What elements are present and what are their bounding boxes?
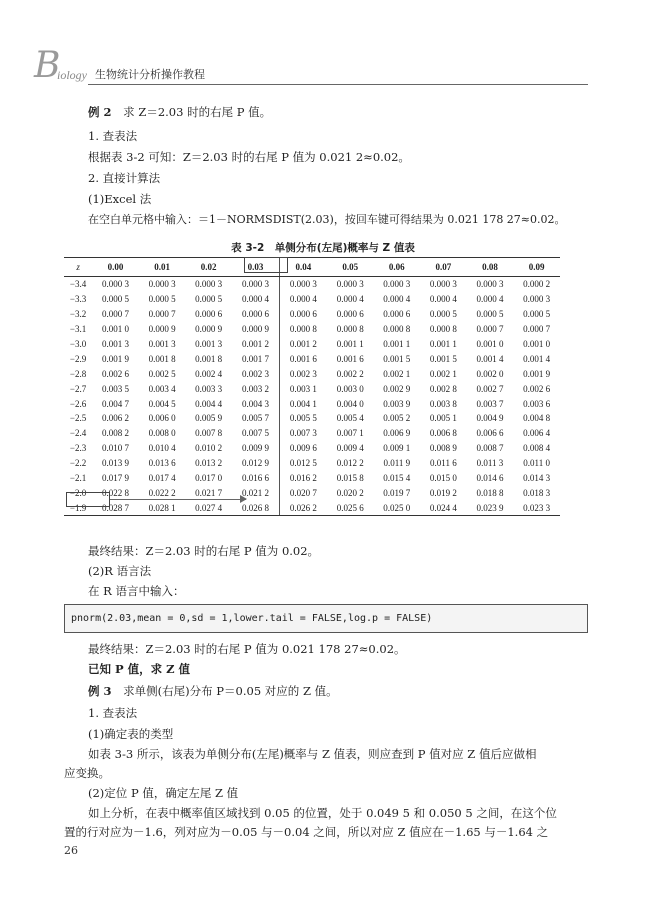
result-2: 最终结果：Z＝2.03 时的右尾 P 值为 0.021 178 27≈0.02。 bbox=[88, 642, 406, 656]
probability-cell: 0.020 7 bbox=[289, 487, 317, 498]
probability-cell: 0.008 4 bbox=[523, 443, 551, 454]
probability-cell: 0.018 3 bbox=[523, 487, 551, 498]
probability-cell: 0.001 8 bbox=[195, 353, 223, 364]
probability-cell: 0.025 0 bbox=[373, 500, 420, 515]
step1-text-b: 应变换。 bbox=[64, 766, 110, 780]
probability-cell: 0.000 4 bbox=[476, 294, 504, 305]
probability-cell: 0.000 8 bbox=[336, 324, 364, 335]
excel-method-title: (1)Excel 法 bbox=[88, 192, 152, 206]
probability-cell: 0.015 0 bbox=[429, 473, 457, 484]
header-col: 0.07 bbox=[420, 258, 467, 277]
step2-text-a: 如上分析，在表中概率值区域找到 0.05 的位置，处于 0.049 5 和 0.050 5 之间，在这个位 bbox=[88, 806, 557, 820]
probability-cell: 0.023 9 bbox=[467, 500, 514, 515]
probability-cell: 0.022 8 bbox=[101, 487, 129, 498]
example2-title: 例 2 bbox=[88, 105, 112, 119]
probability-cell: 0.008 2 bbox=[101, 428, 129, 439]
probability-cell: 0.011 3 bbox=[476, 458, 504, 469]
probability-cell: 0.005 7 bbox=[232, 411, 279, 426]
example2-question: 求 Z＝2.03 时的右尾 P 值。 bbox=[123, 105, 272, 119]
probability-cell: 0.002 7 bbox=[476, 383, 504, 394]
z-value-cell: −3.2 bbox=[69, 309, 87, 320]
z-value-cell: −2.5 bbox=[69, 413, 87, 424]
probability-cell: 0.027 4 bbox=[185, 500, 232, 515]
header-divider bbox=[88, 84, 588, 85]
probability-cell: 0.001 4 bbox=[476, 353, 504, 364]
example2-method1-text: 根据表 3-2 可知：Z＝2.03 时的右尾 P 值为 0.021 2≈0.02。 bbox=[88, 150, 410, 164]
probability-cell: 0.006 4 bbox=[523, 428, 551, 439]
probability-cell: 0.028 7 bbox=[92, 500, 139, 515]
table-row bbox=[64, 426, 560, 441]
table-row bbox=[64, 456, 560, 471]
probability-cell: 0.012 9 bbox=[232, 456, 279, 471]
probability-cell: 0.014 6 bbox=[476, 473, 504, 484]
probability-cell: 0.006 8 bbox=[429, 428, 457, 439]
probability-cell: 0.001 0 bbox=[523, 339, 551, 349]
probability-cell: 0.026 2 bbox=[279, 500, 326, 515]
probability-cell: 0.008 7 bbox=[476, 443, 504, 454]
probability-cell: 0.022 2 bbox=[148, 487, 176, 498]
biology-logo-word: iology bbox=[57, 68, 87, 82]
table-row bbox=[64, 366, 560, 381]
probability-cell: 0.008 0 bbox=[148, 428, 176, 439]
probability-cell: 0.000 9 bbox=[195, 324, 223, 335]
probability-cell: 0.002 3 bbox=[232, 366, 279, 381]
header-col: 0.01 bbox=[139, 258, 186, 277]
probability-cell: 0.001 0 bbox=[476, 339, 504, 349]
z-value-cell: −2.8 bbox=[69, 368, 87, 379]
probability-cell: 0.005 9 bbox=[195, 413, 223, 424]
z-value-cell: −2.4 bbox=[69, 428, 87, 439]
probability-cell: 0.000 5 bbox=[523, 309, 551, 320]
header-col: 0.02 bbox=[185, 258, 232, 277]
example2-method2: 2. 直接计算法 bbox=[88, 171, 161, 185]
probability-cell: 0.017 0 bbox=[195, 473, 223, 484]
header-z: z bbox=[64, 258, 92, 277]
table-row bbox=[64, 471, 560, 486]
probability-cell: 0.001 3 bbox=[101, 339, 129, 349]
probability-cell: 0.001 6 bbox=[289, 353, 317, 364]
probability-cell: 0.002 0 bbox=[476, 368, 504, 379]
probability-cell: 0.001 9 bbox=[523, 368, 551, 379]
probability-cell: 0.001 3 bbox=[195, 339, 223, 349]
probability-cell: 0.011 0 bbox=[523, 458, 550, 469]
probability-cell: 0.003 8 bbox=[429, 398, 457, 409]
probability-cell: 0.013 6 bbox=[148, 458, 176, 469]
z-value-cell: −2.7 bbox=[69, 383, 87, 394]
probability-cell: 0.000 3 bbox=[523, 294, 551, 305]
probability-cell: 0.007 3 bbox=[289, 428, 317, 439]
header-col-highlighted: 0.03 bbox=[232, 258, 279, 277]
probability-cell: 0.000 5 bbox=[195, 294, 223, 305]
probability-cell: 0.004 1 bbox=[289, 398, 317, 409]
probability-cell: 0.003 7 bbox=[476, 398, 504, 409]
table-header-row bbox=[64, 258, 560, 277]
table-row bbox=[64, 411, 560, 426]
excel-method-text: 在空白单元格中输入：＝1－NORMSDIST(2.03)，按回车键可得结果为 0.021 178 27≈0.02。 bbox=[88, 213, 566, 226]
probability-cell: 0.002 9 bbox=[383, 383, 411, 394]
page-number: 26 bbox=[64, 844, 78, 857]
probability-cell: 0.005 5 bbox=[289, 413, 317, 424]
r-code-block: pnorm(2.03,mean = 0,sd = 1,lower.tail = FALSE,log.p = FALSE) bbox=[64, 604, 588, 633]
probability-cell: 0.000 4 bbox=[383, 294, 411, 305]
probability-cell: 0.001 3 bbox=[148, 339, 176, 349]
table-row bbox=[64, 351, 560, 366]
example3-line bbox=[88, 683, 338, 699]
probability-cell: 0.000 6 bbox=[232, 307, 279, 322]
probability-cell: 0.021 2 bbox=[232, 485, 279, 500]
probability-cell: 0.001 0 bbox=[101, 324, 129, 335]
step1-title: (1)确定表的类型 bbox=[88, 727, 174, 741]
r-method-title: (2)R 语言法 bbox=[88, 564, 152, 578]
probability-cell: 0.001 5 bbox=[429, 353, 457, 364]
probability-cell: 0.009 9 bbox=[232, 441, 279, 456]
probability-cell: 0.026 8 bbox=[232, 500, 279, 515]
table-row bbox=[64, 307, 560, 322]
probability-cell: 0.000 5 bbox=[429, 309, 457, 320]
highlight-column-box bbox=[244, 257, 288, 273]
probability-cell: 0.000 3 bbox=[101, 279, 129, 290]
step2-text-b: 置的行对应为－1.6，列对应为－0.05 与－0.04 之间，所以对应 Z 值应在－1.65 与－1.64 之 bbox=[64, 825, 549, 839]
header-col: 0.04 bbox=[279, 258, 326, 277]
probability-cell: 0.001 2 bbox=[289, 339, 317, 349]
probability-cell: 0.001 9 bbox=[101, 353, 129, 364]
header-col: 0.08 bbox=[467, 258, 514, 277]
probability-cell: 0.008 9 bbox=[429, 443, 457, 454]
probability-cell: 0.000 3 bbox=[289, 279, 317, 290]
z-value-cell: −3.1 bbox=[69, 324, 87, 335]
probability-cell: 0.003 1 bbox=[289, 383, 317, 394]
probability-cell: 0.004 5 bbox=[148, 398, 176, 409]
probability-cell: 0.010 4 bbox=[148, 443, 176, 454]
probability-cell: 0.003 0 bbox=[336, 383, 364, 394]
header-col: 0.06 bbox=[373, 258, 420, 277]
probability-cell: 0.016 2 bbox=[289, 473, 317, 484]
probability-cell: 0.003 9 bbox=[383, 398, 411, 409]
probability-cell: 0.001 7 bbox=[232, 351, 279, 366]
probability-cell: 0.003 5 bbox=[101, 383, 129, 394]
probability-cell: 0.002 5 bbox=[148, 368, 176, 379]
probability-cell: 0.004 4 bbox=[195, 398, 223, 409]
probability-cell: 0.002 1 bbox=[429, 368, 457, 379]
probability-cell: 0.028 1 bbox=[139, 500, 186, 515]
page-header bbox=[0, 0, 646, 95]
probability-cell: 0.006 2 bbox=[101, 413, 129, 424]
probability-cell: 0.009 6 bbox=[289, 443, 317, 454]
lookup-arrow-line bbox=[110, 499, 246, 500]
probability-cell: 0.000 6 bbox=[289, 309, 317, 320]
probability-cell: 0.006 6 bbox=[476, 428, 504, 439]
book-title: 生物统计分析操作教程 bbox=[95, 68, 205, 81]
probability-cell: 0.021 7 bbox=[195, 487, 223, 498]
probability-cell: 0.010 7 bbox=[101, 443, 129, 454]
probability-cell: 0.000 7 bbox=[148, 309, 176, 320]
probability-cell: 0.003 3 bbox=[195, 383, 223, 394]
probability-cell: 0.015 8 bbox=[336, 473, 364, 484]
lookup-arrow-head bbox=[240, 495, 247, 503]
table-caption: 表 3-2 单侧分布(左尾)概率与 Z 值表 bbox=[231, 242, 415, 254]
probability-cell: 0.002 8 bbox=[429, 383, 457, 394]
section-heading: 已知 P 值，求 Z 值 bbox=[88, 662, 191, 676]
probability-cell: 0.009 4 bbox=[336, 443, 364, 454]
probability-cell: 0.015 4 bbox=[383, 473, 411, 484]
probability-cell: 0.002 4 bbox=[195, 368, 223, 379]
probability-cell: 0.000 3 bbox=[195, 279, 223, 290]
table-row bbox=[64, 277, 560, 292]
probability-cell: 0.003 2 bbox=[232, 381, 279, 396]
example2-method1: 1. 查表法 bbox=[88, 129, 138, 143]
probability-cell: 0.000 7 bbox=[476, 324, 504, 335]
example3-question: 求单侧(右尾)分布 P＝0.05 对应的 Z 值。 bbox=[123, 684, 338, 698]
probability-cell: 0.001 1 bbox=[429, 339, 457, 349]
probability-cell: 0.000 9 bbox=[148, 324, 176, 335]
probability-cell: 0.006 0 bbox=[148, 413, 176, 424]
probability-cell: 0.007 8 bbox=[195, 428, 223, 439]
probability-cell: 0.000 4 bbox=[289, 294, 317, 305]
example3-method1: 1. 查表法 bbox=[88, 706, 138, 720]
probability-cell: 0.001 1 bbox=[336, 339, 364, 349]
probability-cell: 0.002 1 bbox=[383, 368, 411, 379]
probability-cell: 0.005 1 bbox=[429, 413, 457, 424]
probability-cell: 0.012 5 bbox=[289, 458, 317, 469]
probability-cell: 0.000 4 bbox=[336, 294, 364, 305]
step2-title: (2)定位 P 值，确定左尾 Z 值 bbox=[88, 786, 239, 800]
probability-cell: 0.005 4 bbox=[336, 413, 364, 424]
probability-cell: 0.007 1 bbox=[336, 428, 364, 439]
probability-cell: 0.000 6 bbox=[195, 309, 223, 320]
table-row bbox=[64, 292, 560, 307]
probability-cell: 0.002 6 bbox=[101, 368, 129, 379]
probability-cell: 0.002 6 bbox=[523, 383, 551, 394]
probability-cell: 0.005 2 bbox=[383, 413, 411, 424]
probability-cell: 0.016 6 bbox=[232, 471, 279, 486]
probability-cell: 0.000 3 bbox=[148, 279, 176, 290]
probability-cell: 0.019 2 bbox=[429, 487, 457, 498]
probability-cell: 0.018 8 bbox=[476, 487, 504, 498]
probability-cell: 0.000 2 bbox=[523, 279, 551, 290]
probability-cell: 0.000 8 bbox=[429, 324, 457, 335]
result-1: 最终结果：Z＝2.03 时的右尾 P 值为 0.02。 bbox=[88, 544, 320, 558]
header-col: 0.00 bbox=[92, 258, 139, 277]
z-value-cell: −2.2 bbox=[69, 458, 87, 469]
probability-cell: 0.001 2 bbox=[232, 337, 279, 352]
probability-cell: 0.000 5 bbox=[476, 309, 504, 320]
step1-text-a: 如表 3-3 所示，该表为单侧分布(左尾)概率与 Z 值表，则应查到 P 值对应 Z 值后应做相 bbox=[88, 747, 537, 761]
probability-cell: 0.002 2 bbox=[336, 368, 364, 379]
probability-cell: 0.000 4 bbox=[232, 292, 279, 307]
header-col: 0.09 bbox=[513, 258, 560, 277]
probability-cell: 0.003 6 bbox=[523, 398, 551, 409]
probability-cell: 0.013 2 bbox=[195, 458, 223, 469]
probability-cell: 0.010 2 bbox=[195, 443, 223, 454]
probability-cell: 0.004 8 bbox=[523, 413, 551, 424]
probability-cell: 0.020 2 bbox=[336, 487, 364, 498]
probability-cell: 0.000 4 bbox=[429, 294, 457, 305]
probability-cell: 0.012 2 bbox=[336, 458, 364, 469]
probability-cell: 0.001 4 bbox=[523, 353, 551, 364]
probability-cell: 0.004 0 bbox=[336, 398, 364, 409]
z-value-cell: −3.3 bbox=[69, 294, 87, 305]
table-row bbox=[64, 441, 560, 456]
probability-cell: 0.013 9 bbox=[101, 458, 129, 469]
probability-cell: 0.001 1 bbox=[383, 339, 411, 349]
probability-cell: 0.017 9 bbox=[101, 473, 129, 484]
table-row bbox=[64, 337, 560, 352]
table-row bbox=[64, 322, 560, 337]
probability-cell: 0.006 9 bbox=[383, 428, 411, 439]
probability-cell: 0.000 5 bbox=[148, 294, 176, 305]
z-value-cell: −3.0 bbox=[69, 339, 87, 349]
z-value-cell: −2.9 bbox=[69, 353, 87, 364]
z-value-cell: −2.0 bbox=[69, 487, 87, 498]
table-row bbox=[64, 500, 560, 515]
probability-cell: 0.004 3 bbox=[232, 396, 279, 411]
probability-cell: 0.000 6 bbox=[383, 309, 411, 320]
probability-cell: 0.025 6 bbox=[327, 500, 374, 515]
table-row bbox=[64, 396, 560, 411]
example3-title: 例 3 bbox=[88, 684, 112, 698]
probability-cell: 0.009 1 bbox=[383, 443, 411, 454]
highlight-row-box bbox=[66, 492, 110, 507]
probability-cell: 0.000 3 bbox=[383, 279, 411, 290]
probability-cell: 0.019 7 bbox=[383, 487, 411, 498]
probability-cell: 0.004 7 bbox=[101, 398, 129, 409]
probability-cell: 0.001 8 bbox=[148, 353, 176, 364]
r-method-intro: 在 R 语言中输入： bbox=[88, 584, 185, 598]
probability-cell: 0.000 3 bbox=[476, 279, 504, 290]
z-value-cell: −3.4 bbox=[69, 279, 87, 290]
probability-cell: 0.003 4 bbox=[148, 383, 176, 394]
probability-cell: 0.007 5 bbox=[232, 426, 279, 441]
probability-cell: 0.000 8 bbox=[383, 324, 411, 335]
probability-cell: 0.011 6 bbox=[430, 458, 457, 469]
z-value-cell: −2.3 bbox=[69, 443, 87, 454]
probability-cell: 0.024 4 bbox=[420, 500, 467, 515]
z-value-cell: −2.6 bbox=[69, 398, 87, 409]
z-value-table bbox=[64, 257, 560, 516]
probability-cell: 0.001 5 bbox=[383, 353, 411, 364]
probability-cell: 0.004 9 bbox=[476, 413, 504, 424]
z-value-cell: −2.1 bbox=[69, 473, 87, 484]
probability-cell: 0.000 7 bbox=[523, 324, 551, 335]
probability-cell: 0.000 5 bbox=[101, 294, 129, 305]
probability-cell: 0.002 3 bbox=[289, 368, 317, 379]
probability-cell: 0.000 3 bbox=[232, 277, 279, 292]
probability-cell: 0.017 4 bbox=[148, 473, 176, 484]
probability-cell: 0.000 3 bbox=[336, 279, 364, 290]
probability-cell: 0.000 8 bbox=[289, 324, 317, 335]
z-value-cell: −1.9 bbox=[64, 500, 92, 515]
probability-cell: 0.000 7 bbox=[101, 309, 129, 320]
example2-line bbox=[88, 104, 271, 120]
probability-cell: 0.000 9 bbox=[232, 322, 279, 337]
biology-logo-letter: B bbox=[34, 45, 61, 86]
probability-cell: 0.000 6 bbox=[336, 309, 364, 320]
header-col: 0.05 bbox=[327, 258, 374, 277]
table-row bbox=[64, 381, 560, 396]
probability-cell: 0.023 3 bbox=[513, 500, 560, 515]
probability-cell: 0.014 3 bbox=[523, 473, 551, 484]
probability-cell: 0.000 3 bbox=[429, 279, 457, 290]
probability-cell: 0.011 9 bbox=[383, 458, 411, 469]
probability-cell: 0.001 6 bbox=[336, 353, 364, 364]
